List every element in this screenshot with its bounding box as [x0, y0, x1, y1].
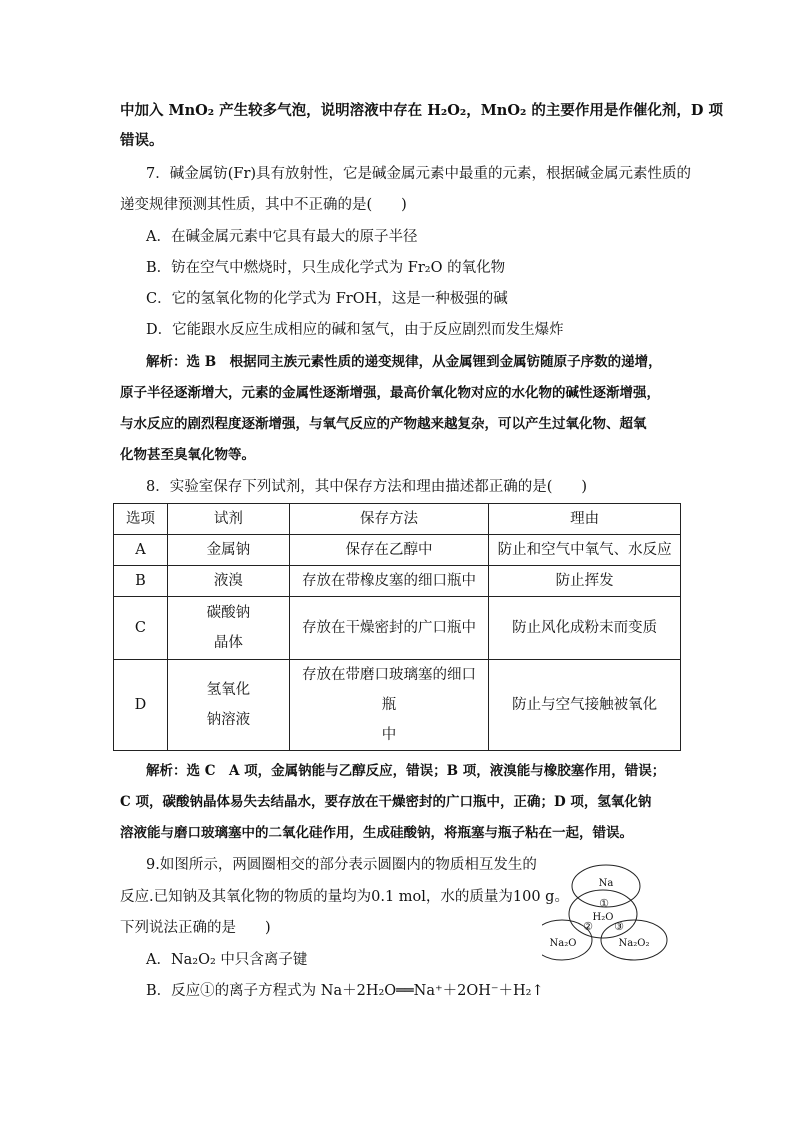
q8-stem: 8．实验室保存下列试剂，其中保存方法和理由描述都正确的是( ): [146, 479, 588, 495]
row-b-method: 存放在带橡皮塞的细口瓶中: [289, 566, 489, 597]
row-d-reagent-line-1: 氢氧化: [206, 682, 251, 698]
table-header-row: [114, 504, 681, 535]
row-a-reagent: 金属钠: [167, 535, 289, 566]
label-na: Na: [598, 878, 614, 889]
row-c-reagent: [167, 597, 289, 660]
q8-explanation-line-1: 解析：选 C A 项，金属钠能与乙醇反应，错误；B 项，液溴能与橡胶塞作用，错误；: [146, 763, 666, 779]
q7-stem-line-1: 7．碱金属钫(Fr)具有放射性，它是碱金属元素中最重的元素，根据碱金属元素性质的: [146, 166, 692, 182]
label-na2o2: Na₂O₂: [618, 938, 650, 949]
row-b-reason: 防止挥发: [489, 566, 681, 597]
q7-explanation-line-4: 化物甚至臭氧化物等。: [120, 447, 255, 463]
row-b-option: B: [114, 566, 168, 597]
row-c-reagent-line-1: 碳酸钠: [206, 605, 251, 621]
q8-explanation-line-3: 溶液能与磨口玻璃塞中的二氧化硅作用，生成硅酸钠，将瓶塞与瓶子粘在一起，错误。: [120, 825, 633, 841]
label-h2o: H₂O: [592, 912, 614, 923]
reaction-circles-diagram: [542, 862, 680, 962]
q7-explanation-line-3: 与水反应的剧烈程度逐渐增强，与氧气反应的产物越来越复杂，可以产生过氧化物、超氧: [120, 416, 647, 432]
q7-option-b: B．钫在空气中燃烧时，只生成化学式为 Fr₂O 的氧化物: [146, 260, 506, 276]
table-row: [114, 597, 681, 660]
label-reaction-2: ②: [583, 920, 593, 933]
row-d-method: [289, 660, 489, 751]
row-c-reagent-line-2: 晶体: [213, 635, 243, 651]
q9-stem-line-2: 反应.已知钠及其氧化物的物质的量均为0.1 mol，水的质量为100 g。: [120, 889, 569, 905]
q7-explanation-line-1: 解析：选 B 根据同主族元素性质的递变规律，从金属锂到金属钫随原子序数的递增，: [146, 354, 662, 370]
row-d-method-line-1: 存放在带磨口玻璃塞的细口瓶: [302, 667, 477, 713]
q9-stem-line-1: 9.如图所示，两圆圈相交的部分表示圆圈内的物质相互发生的: [146, 857, 537, 873]
row-d-option: D: [114, 660, 168, 751]
q9-option-b: B．反应①的离子方程式为 Na＋2H₂O══Na⁺＋2OH⁻＋H₂↑: [146, 983, 544, 999]
q9-option-a: A．Na₂O₂ 中只含离子键: [146, 952, 308, 968]
row-a-method: 保存在乙醇中: [289, 535, 489, 566]
row-d-reagent-line-2: 钠溶液: [206, 712, 251, 728]
row-c-option: C: [114, 597, 168, 660]
row-d-method-line-2: 中: [381, 727, 397, 743]
table-row: [114, 535, 681, 566]
header-method: 保存方法: [289, 504, 489, 535]
header-reagent: 试剂: [167, 504, 289, 535]
row-d-reagent: [167, 660, 289, 751]
q7-explanation-line-2: 原子半径逐渐增大，元素的金属性逐渐增强，最高价氧化物对应的水化物的碱性逐渐增强，: [120, 385, 660, 401]
label-reaction-1: ①: [599, 897, 609, 910]
row-a-reason: 防止和空气中氧气、水反应: [489, 535, 681, 566]
q7-stem-line-2: 递变规律预测其性质，其中不正确的是( ): [120, 197, 407, 213]
row-b-reagent: 液溴: [167, 566, 289, 597]
label-reaction-3: ③: [614, 920, 624, 933]
row-c-reason: 防止风化成粉末而变质: [489, 597, 681, 660]
intro-line-2: 错误。: [120, 132, 164, 149]
row-c-method: 存放在干燥密封的广口瓶中: [289, 597, 489, 660]
q7-option-c: C．它的氢氧化物的化学式为 FrOH，这是一种极强的碱: [146, 291, 508, 307]
label-na2o: Na₂O: [549, 938, 577, 949]
q8-explanation-line-2: C 项，碳酸钠晶体易失去结晶水，要存放在干燥密封的广口瓶中，正确；D 项，氢氧化钠: [120, 794, 652, 810]
table-row: [114, 660, 681, 751]
header-reason: 理由: [489, 504, 681, 535]
table-row: [114, 566, 681, 597]
reagent-storage-table: [113, 503, 681, 751]
q7-option-d: D．它能跟水反应生成相应的碱和氢气，由于反应剧烈而发生爆炸: [146, 322, 564, 338]
q9-stem-line-3: 下列说法正确的是 ): [120, 920, 271, 936]
row-a-option: A: [114, 535, 168, 566]
intro-line-1: 中加入 MnO₂ 产生较多气泡，说明溶液中存在 H₂O₂，MnO₂ 的主要作用是作催化剂，D 项: [120, 102, 723, 119]
header-option: 选项: [114, 504, 168, 535]
row-d-reason: 防止与空气接触被氧化: [489, 660, 681, 751]
q7-option-a: A．在碱金属元素中它具有最大的原子半径: [146, 229, 418, 245]
